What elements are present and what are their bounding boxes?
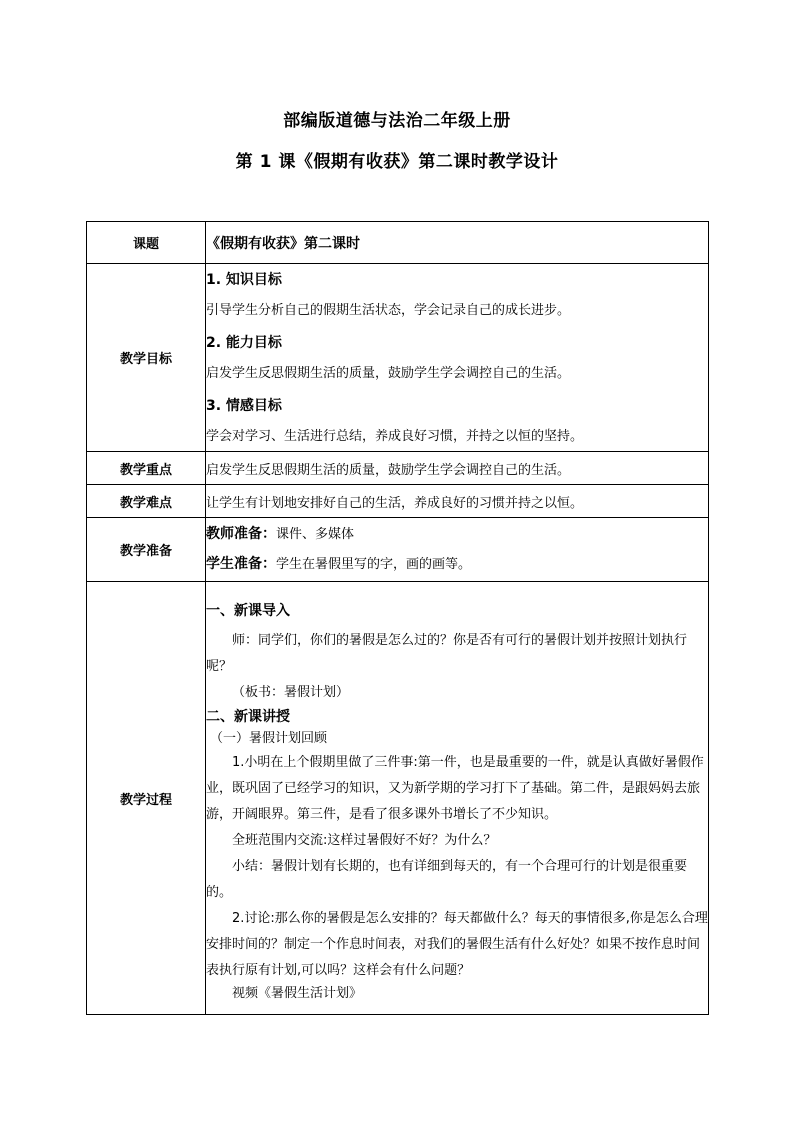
row-label-difficulty: 教学难点 (87, 485, 206, 518)
table-row (87, 518, 709, 582)
teacher-prep-label: 教师准备： (206, 526, 276, 542)
row-label-key-point: 教学重点 (87, 452, 206, 485)
process-paragraph: 视频《暑假生活计划》 (232, 986, 363, 1001)
preparation-cell (206, 518, 709, 582)
difficulty-value: 让学生有计划地安排好自己的生活，养成良好的习惯并持之以恒。 (206, 485, 709, 518)
goal-heading: 2. 能力目标 (206, 335, 282, 351)
row-label-topic: 课题 (87, 222, 206, 264)
process-cell (206, 582, 709, 1015)
process-paragraph: 师：同学们，你们的暑假是怎么过的？你是否有可行的暑假计划并按照计划执行呢？ (206, 633, 688, 674)
process-paragraph: 1.小明在上个假期里做了三件事:第一件，也是最重要的一件，就是认真做好暑假作业，既巩固了已经学习的知识，又为新学期的学习打下了基础。第二件，是跟妈妈去旅游，开阔眼界。第三件，是看了很多课外书增长了不少知识。 (206, 755, 704, 822)
goals-cell (206, 264, 709, 452)
section-heading: 二、新课讲授 (206, 709, 290, 725)
row-label-goals: 教学目标 (87, 264, 206, 452)
document-subtitle: 第 1 课《假期有收获》第二课时教学设计 (235, 152, 559, 172)
table-row (87, 264, 709, 452)
process-paragraph: 2.讨论:那么你的暑假是怎么安排的？每天都做什么？每天的事情很多,你是怎么合理安排时间的？制定一个作息时间表，对我们的暑假生活有什么好处？如果不按作息时间表执行原有计划,可以吗？这样会有什么问题？ (206, 911, 708, 978)
key-point-value: 启发学生反思假期生活的质量，鼓励学生学会调控自己的生活。 (206, 452, 709, 485)
process-paragraph: 全班范围内交流:这样过暑假好不好？为什么？ (232, 833, 497, 848)
table-row (87, 222, 709, 264)
goal-text: 启发学生反思假期生活的质量，鼓励学生学会调控自己的生活。 (206, 366, 571, 381)
student-prep-label: 学生准备： (206, 556, 276, 572)
row-label-process: 教学过程 (87, 582, 206, 1015)
goal-heading: 1. 知识目标 (206, 272, 282, 288)
goal-heading: 3. 情感目标 (206, 398, 282, 414)
student-prep (206, 554, 708, 575)
section-heading: 一、新课导入 (206, 603, 290, 619)
topic-value (206, 222, 709, 264)
process-paragraph: （板书：暑假计划） (232, 685, 350, 700)
subsection-heading: （一）暑假计划回顾 (210, 731, 328, 746)
row-label-preparation: 教学准备 (87, 518, 206, 582)
table-row (87, 582, 709, 1015)
goal-text: 学会对学习、生活进行总结，养成良好习惯，并持之以恒的坚持。 (206, 429, 584, 444)
table-row (87, 485, 709, 518)
table-row (87, 452, 709, 485)
student-prep-value: 学生在暑假里写的字，画的画等。 (276, 557, 472, 572)
lesson-plan-table (86, 221, 709, 1015)
teacher-prep (206, 524, 708, 545)
document-title: 部编版道德与法治二年级上册 (283, 111, 511, 131)
teacher-prep-value: 课件、多媒体 (276, 527, 355, 542)
process-paragraph: 小结：暑假计划有长期的，也有详细到每天的，有一个合理可行的计划是很重要的。 (206, 859, 688, 900)
goal-text: 引导学生分析自己的假期生活状态，学会记录自己的成长进步。 (206, 303, 571, 318)
topic-text: 《假期有收获》第二课时 (206, 235, 360, 252)
